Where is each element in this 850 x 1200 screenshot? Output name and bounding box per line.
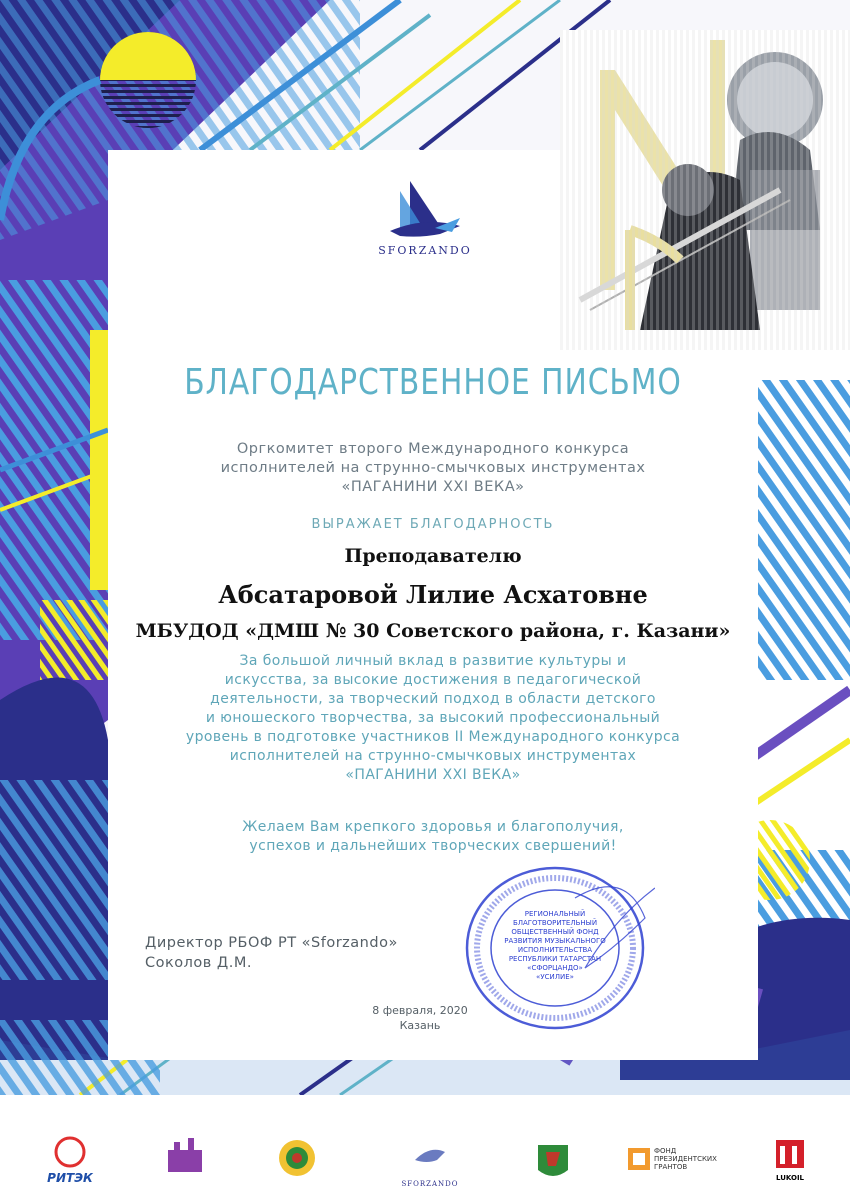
wishes-text (108, 818, 758, 856)
wishes-line: Желаем Вам крепкого здоровья и благополучия, (242, 819, 624, 835)
composer-portrait-graphic (560, 30, 850, 350)
presidential-grants-logo (628, 1130, 738, 1190)
signatory-title: Директор РБОФ РТ «Sforzando» (145, 935, 398, 951)
recipient-name: Абсатаровой Лилие Асхатовне (218, 580, 648, 609)
reason-text (108, 652, 758, 785)
sforzando-logo-label: SFORZANDO (378, 244, 472, 257)
kazan-dragon-emblem (528, 1130, 578, 1190)
reason-line: исполнителей на струнно-смычковых инструментах (229, 748, 637, 764)
recipient-school: МБУДОД «ДМШ № 30 Советского района, г. Казани» (135, 620, 731, 642)
stamp-line: РЕСПУБЛИКИ ТАТАРСТАН (508, 955, 602, 963)
date-block (340, 1003, 500, 1033)
stamp-line: «УСИЛИЕ» (536, 973, 574, 981)
sforzando-small-label: SFORZANDO (401, 1180, 459, 1188)
grants-label-line: ПРЕЗИДЕНТСКИХ (654, 1155, 717, 1163)
organizer-line: исполнителей на струнно-смычковых инструментах (220, 460, 646, 476)
issue-date: 8 февраля, 2020 (372, 1004, 468, 1017)
grants-icon (628, 1148, 650, 1170)
wishes-line: успехов и дальнейших творческих свершений! (249, 838, 617, 854)
lukoil-label: LUKOIL (775, 1174, 805, 1182)
kazan-city-logo (160, 1130, 210, 1190)
letter-title: БЛАГОДАРСТВЕННОЕ ПИСЬМО (184, 362, 682, 403)
stamp-line: ИСПОЛНИТЕЛЬСТВА (517, 946, 593, 954)
organizer-text (108, 440, 758, 497)
organizer-line: Оргкомитет второго Международного конкурса (236, 441, 630, 457)
reason-line: деятельности, за творческий подход в области детского (210, 691, 656, 707)
organizer-line: «ПАГАНИНИ XXI ВЕКА» (341, 479, 525, 495)
reason-line: и юношеского творчества, за высокий профессиональный (205, 710, 661, 726)
stamp-line: «СФОРЦАНДО» (527, 964, 583, 972)
issue-city: Казань (399, 1019, 441, 1032)
signature-block (145, 933, 398, 973)
signatory-name: Соколов Д.М. (145, 955, 252, 971)
grants-label-line: ФОНД (654, 1147, 677, 1155)
tatarstan-emblem (272, 1130, 322, 1190)
grants-label-line: ГРАНТОВ (654, 1163, 688, 1171)
reason-line: За большой личный вклад в развитие культуры и (239, 653, 627, 669)
stamp-line: РАЗВИТИЯ МУЗЫКАЛЬНОГО (504, 937, 606, 945)
grants-label (654, 1147, 717, 1171)
stamp-line: РЕГИОНАЛЬНЫЙ (524, 910, 586, 918)
reason-line: уровень в подготовке участников II Международного конкурса (185, 729, 681, 745)
ritek-label: РИТЭК (47, 1171, 93, 1185)
expresses-gratitude: ВЫРАЖАЕТ БЛАГОДАРНОСТЬ (311, 517, 555, 532)
ritek-logo (40, 1130, 100, 1190)
sforzando-small-logo (395, 1130, 465, 1190)
stamp-line: ОБЩЕСТВЕННЫЙ ФОНД (511, 928, 599, 936)
sponsor-logos (0, 1130, 850, 1200)
stamp-line: БЛАГОТВОРИТЕЛЬНЫЙ (512, 919, 598, 927)
lukoil-logo (770, 1130, 810, 1190)
reason-line: искусства, за высокие достижения в педагогической (224, 672, 642, 688)
recipient-position: Преподавателю (344, 545, 522, 567)
reason-line: «ПАГАНИНИ XXI ВЕКА» (345, 767, 521, 783)
